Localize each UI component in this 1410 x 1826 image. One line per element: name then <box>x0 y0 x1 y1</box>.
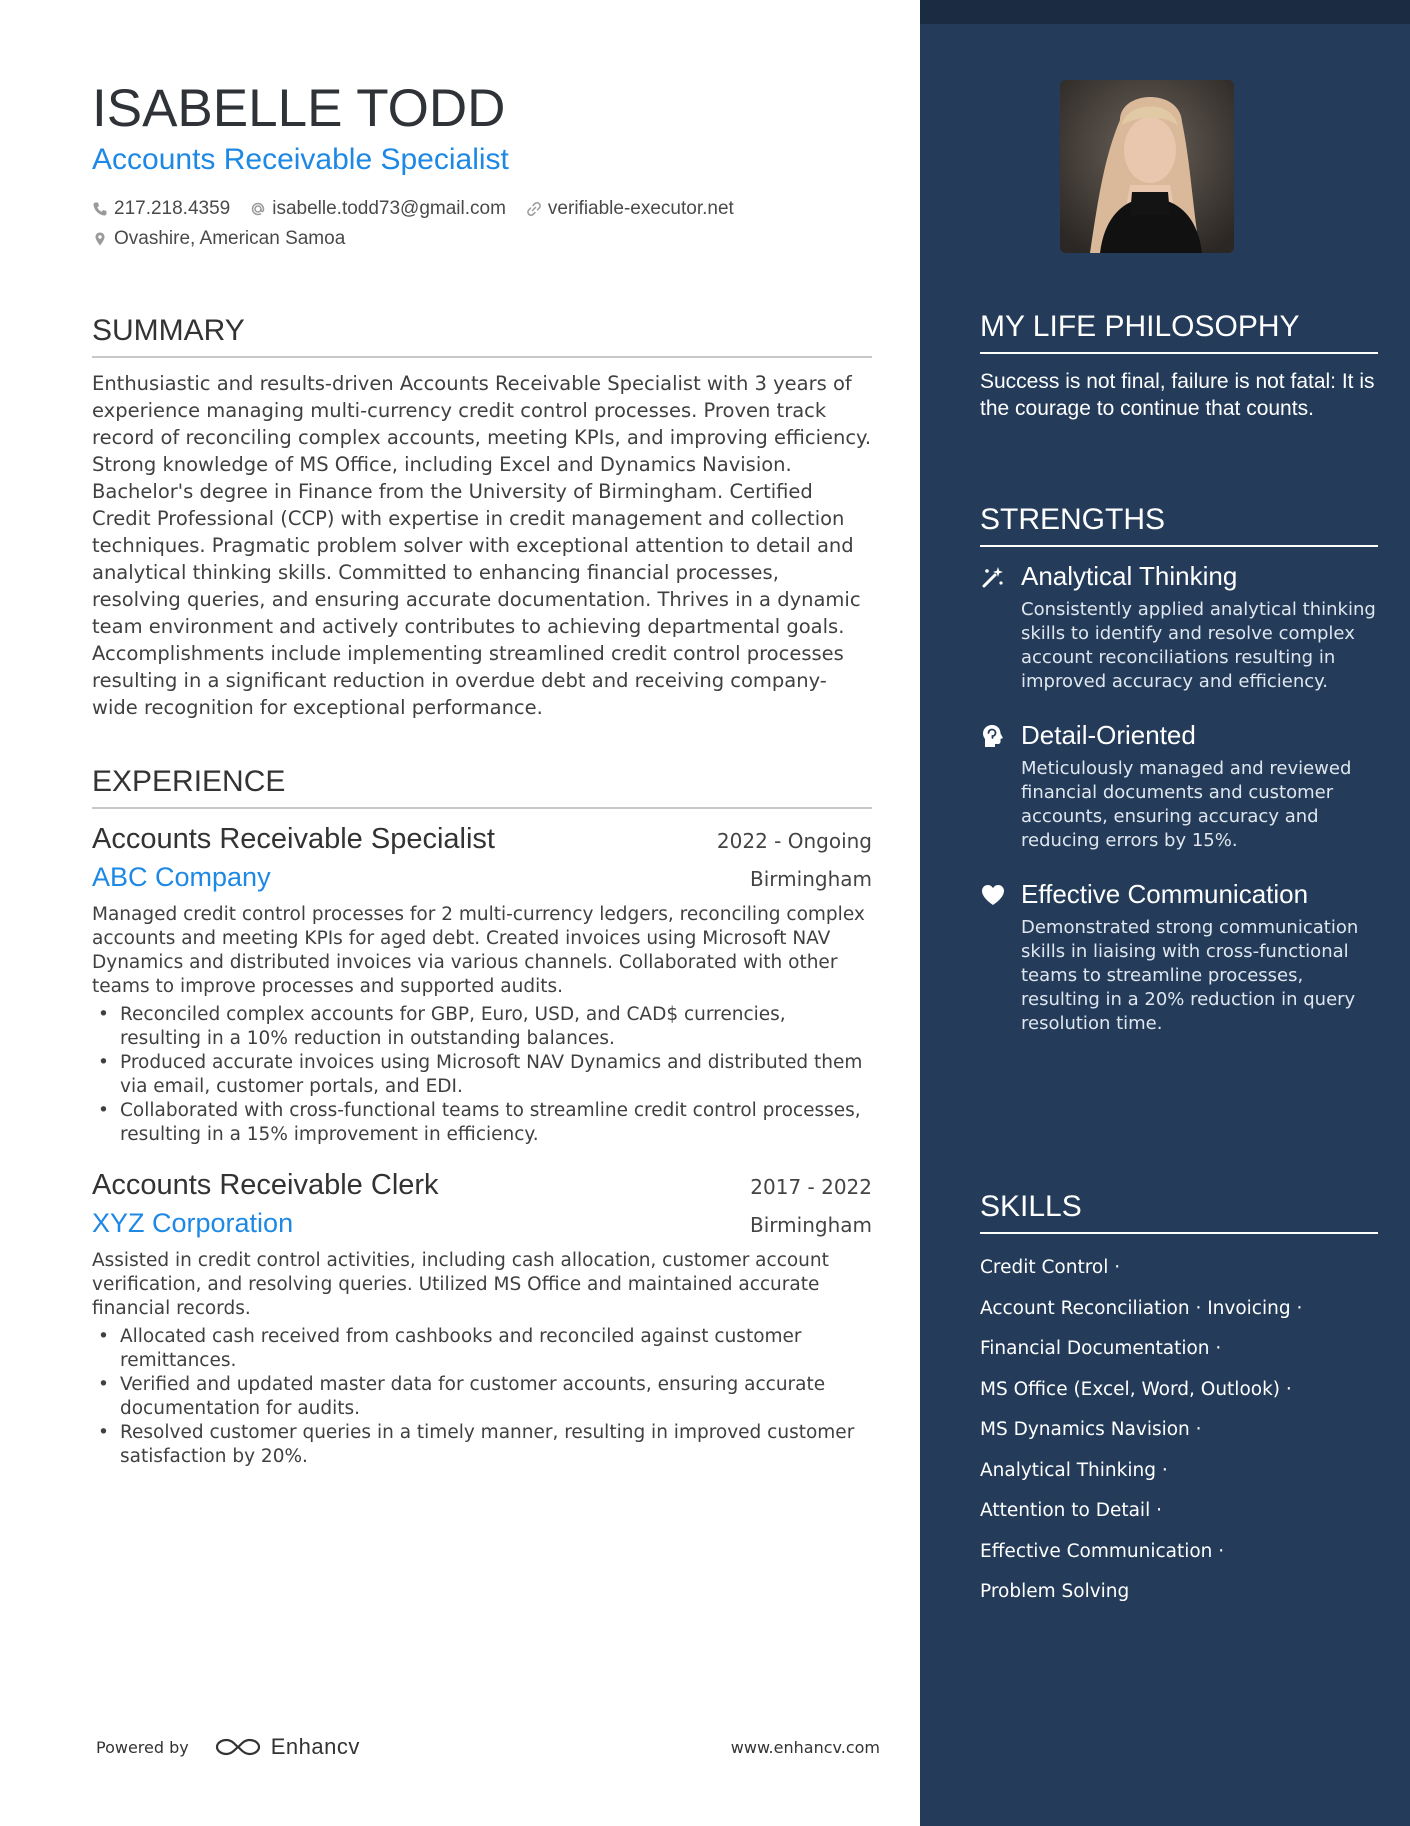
head-brain-icon <box>980 723 1006 749</box>
website-text: verifiable-executor.net <box>547 198 734 219</box>
skill-line: Problem Solving <box>980 1581 1130 1602</box>
phone-icon <box>92 201 108 217</box>
contact-phone[interactable] <box>92 198 230 220</box>
strength-description: Consistently applied analytical thinking skills to identify and resolve complex account reconciliations resulting in improved accuracy and efficiency. <box>1021 599 1376 692</box>
strength-description: Demonstrated strong communication skills in liaising with cross-functional teams to streamline processes, resulting in a 20% reduction in query resolution time. <box>1021 917 1359 1034</box>
philosophy-text: Success is not final, failure is not fatal: It is the courage to continue that counts. <box>980 370 1375 420</box>
strength-title-row <box>980 720 1378 751</box>
contact-location <box>92 228 345 250</box>
philosophy-heading: MY LIFE PHILOSOPHY <box>980 310 1378 354</box>
contact-info <box>92 194 872 254</box>
job-description: Managed credit control processes for 2 multi-currency ledgers, reconciling complex accounts and meeting KPIs for aged debt. Created invoices using Microsoft NAV Dynamics and distributed invoices via various channels. Collaborated with other teams to improve processes and supported audits. <box>92 904 865 997</box>
location-text: Ovashire, American Samoa <box>114 228 346 249</box>
powered-by <box>96 1734 360 1760</box>
skill-line: Credit Control · <box>980 1257 1121 1278</box>
at-icon <box>250 201 266 217</box>
strength-item <box>980 561 1378 694</box>
skill-line: Effective Communication · <box>980 1540 1225 1562</box>
strength-item <box>980 879 1378 1036</box>
skill-line: Attention to Detail · <box>980 1500 1162 1521</box>
job-company-row <box>92 1208 872 1239</box>
job-bullet: • Resolved customer queries in a timely manner, resulting in improved customer satisfaction by 20%. <box>92 1421 872 1469</box>
job-dates: 2022 - Ongoing <box>716 829 872 853</box>
job-company-row <box>92 862 872 893</box>
philosophy-section <box>980 310 1378 422</box>
job-company[interactable]: ABC Company <box>92 862 271 892</box>
email-text: isabelle.todd73@gmail.com <box>272 198 506 219</box>
job-company[interactable]: XYZ Corporation <box>92 1208 294 1238</box>
contact-website[interactable] <box>526 198 734 220</box>
brand-logo[interactable] <box>215 1734 360 1760</box>
job-bullet: • Collaborated with cross-functional teams to streamline credit control processes, resulting in a 15% improvement in efficiency. <box>92 1099 872 1147</box>
candidate-name: ISABELLE TODD <box>92 79 506 138</box>
skill-line: MS Office (Excel, Word, Outlook) · <box>980 1378 1292 1400</box>
strength-description: Meticulously managed and reviewed financial documents and customer accounts, ensuring accuracy and reducing errors by 15%. <box>1021 758 1352 851</box>
job-bullet: • Allocated cash received from cashbooks and reconciled against customer remittances. <box>92 1325 872 1373</box>
avatar <box>1060 80 1234 253</box>
job-bullets <box>92 1325 872 1469</box>
summary-text: Enthusiastic and results-driven Accounts Receivable Specialist with 3 years of experience managing multi-currency credit control processes. Proven track record of reconciling complex accounts, meeting KPIs, and improving efficiency. Strong knowledge of MS Office, including Excel and Dynamics Navision. Bachelor's degree in Finance from the University of Birmingham. Certified Credit Professional (CCP) with expertise in credit management and collection techniques. Pragmatic problem solver with exceptional attention to detail and analytical thinking skills. Committed to enhancing financial processes, resolving queries, and ensuring accurate documentation. Thrives in a dynamic team environment and actively contributes to achieving departmental goals. Accomplishments include implementing streamlined credit control processes resulting in a significant reduction in overdue debt and receiving company-wide recognition for exceptional performance. <box>92 372 872 719</box>
skills-list <box>980 1248 1378 1613</box>
skills-section <box>980 1190 1378 1613</box>
footer <box>96 1732 880 1762</box>
contact-row-1 <box>92 194 872 224</box>
job-location: Birmingham <box>750 867 872 891</box>
strength-title-row <box>980 561 1378 592</box>
strength-item <box>980 720 1378 853</box>
sidebar <box>920 0 1410 1826</box>
strength-title: Analytical Thinking <box>1021 561 1238 591</box>
strengths-heading: STRENGTHS <box>980 503 1378 547</box>
link-icon <box>526 201 542 217</box>
profile-photo <box>1060 80 1234 253</box>
powered-by-label: Powered by <box>96 1737 189 1757</box>
strength-title: Effective Communication <box>1021 879 1309 909</box>
skill-line: MS Dynamics Navision · <box>980 1419 1202 1440</box>
skill-line: Analytical Thinking · <box>980 1459 1168 1481</box>
strengths-section <box>980 503 1378 1036</box>
skill-line: Financial Documentation · <box>980 1338 1222 1359</box>
job-bullet: • Reconciled complex accounts for GBP, Euro, USD, and CAD$ currencies, resulting in a 10% reduction in outstanding balances. <box>92 1003 872 1051</box>
job-location: Birmingham <box>750 1213 872 1237</box>
job-description: Assisted in credit control activities, including cash allocation, customer account verification, and resolving queries. Utilized MS Office and maintained accurate financial records. <box>92 1250 829 1319</box>
strength-title-row <box>980 879 1378 910</box>
heart-icon <box>980 882 1006 908</box>
skills-heading: SKILLS <box>980 1190 1378 1234</box>
sidebar-top-bar <box>920 0 1410 24</box>
job-title: Accounts Receivable Clerk <box>92 1169 439 1201</box>
candidate-title: Accounts Receivable Specialist <box>92 143 509 176</box>
strength-title: Detail-Oriented <box>1021 720 1196 750</box>
contact-email[interactable] <box>250 198 506 220</box>
magic-wand-icon <box>980 564 1006 590</box>
job-entry <box>92 823 872 1147</box>
location-pin-icon <box>92 231 108 247</box>
phone-text: 217.218.4359 <box>114 198 231 219</box>
job-dates: 2017 - 2022 <box>750 1175 872 1199</box>
experience-heading: EXPERIENCE <box>92 765 872 809</box>
contact-row-2 <box>92 224 872 254</box>
job-bullet: • Produced accurate invoices using Microsoft NAV Dynamics and distributed them via email, customer portals, and EDI. <box>92 1051 872 1099</box>
enhancv-logo-icon <box>215 1736 261 1758</box>
job-title: Accounts Receivable Specialist <box>92 823 495 855</box>
job-entry <box>92 1169 872 1469</box>
skill-line: Account Reconciliation · Invoicing · <box>980 1297 1303 1319</box>
main-column <box>92 78 872 1469</box>
job-bullets <box>92 1003 872 1147</box>
summary-heading: SUMMARY <box>92 314 872 358</box>
job-bullet: • Verified and updated master data for customer accounts, ensuring accurate documentation for audits. <box>92 1373 872 1421</box>
job-title-row <box>92 823 872 856</box>
footer-url[interactable]: www.enhancv.com <box>730 1737 880 1757</box>
brand-name: Enhancv <box>270 1734 360 1759</box>
job-title-row <box>92 1169 872 1202</box>
